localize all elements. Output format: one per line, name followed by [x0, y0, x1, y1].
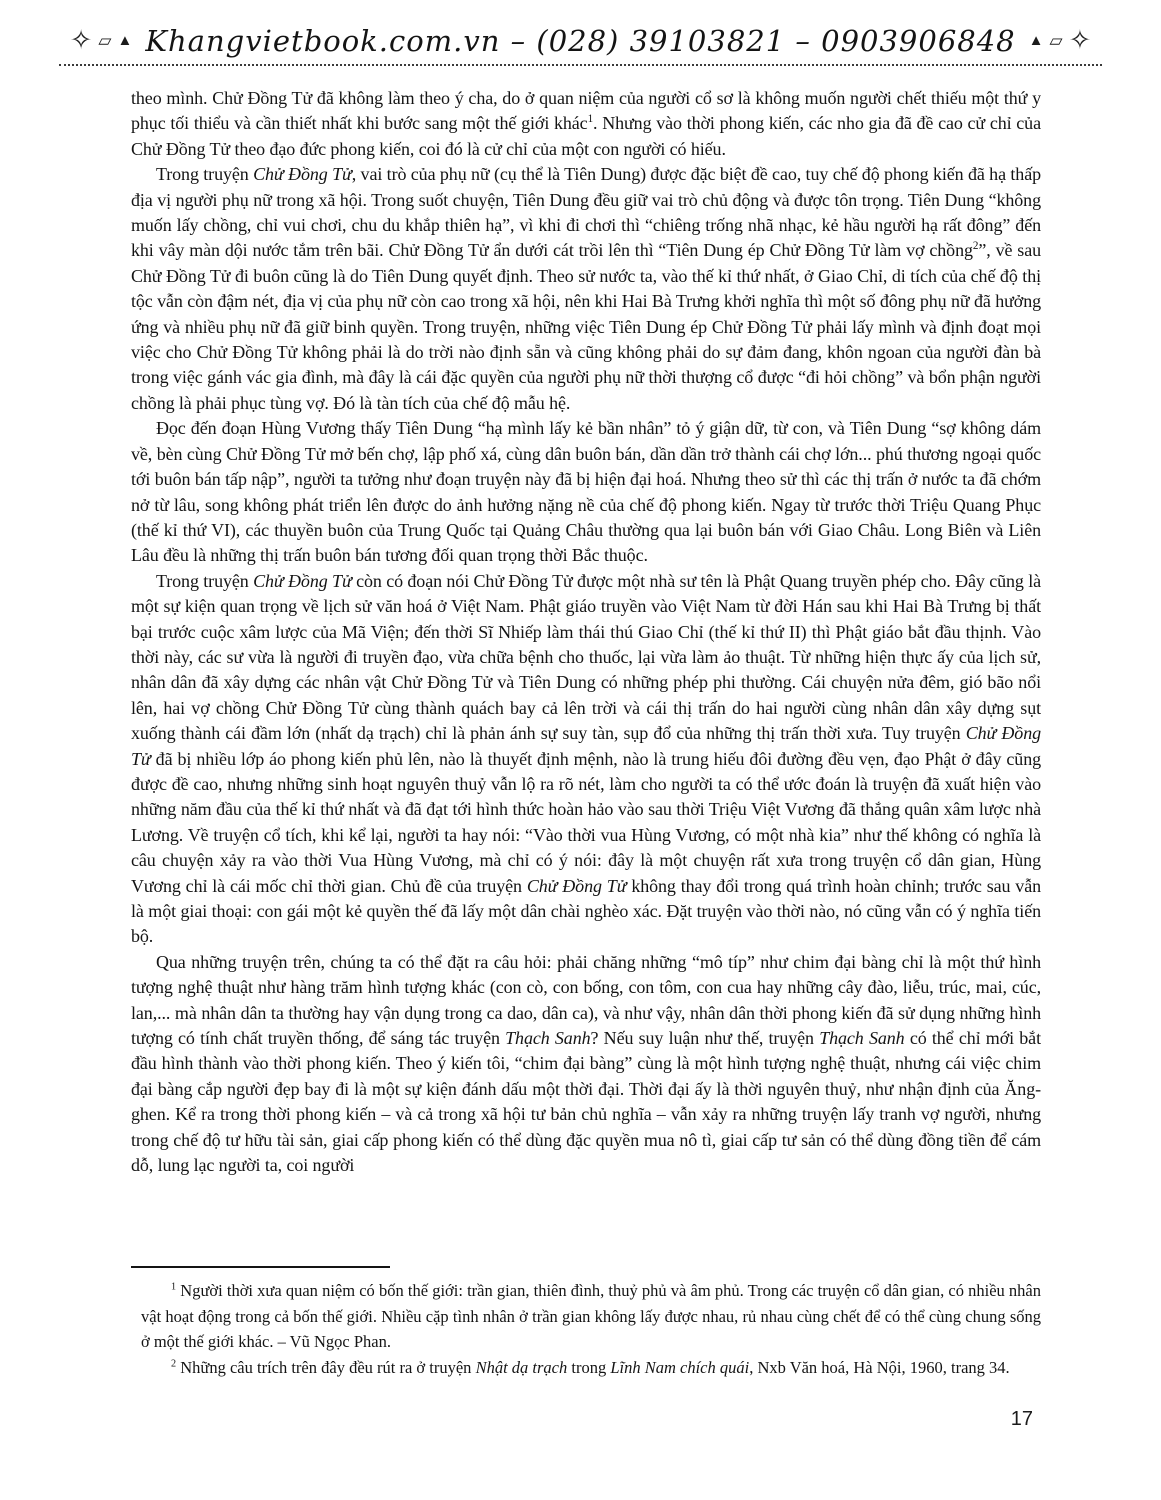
header-rule — [59, 24, 1102, 66]
text-run: Đọc đến đoạn Hùng Vương thấy Tiên Dung “hạ mình lấy kẻ bần nhân” tỏ ý giận dữ, từ con, và Tiên Dung “sợ không dám về, bèn cùng Chử Đồng Tử mở bến chợ, lập phố xá, cùng dân buôn bán, dần dần trở thành cái chợ lớn... phú thương ngoại quốc tới buôn bán tấp nập”, người ta tưởng như đoạn truyện này đã bị hiện đại hoá. Nhưng theo sử thì các thị trấn ở nước ta đã chớm nở từ lâu, song không phát triển lên được do ảnh hưởng nặng nề của chế độ phong kiến. Ngay từ trước thời Triệu Quang Phục (thế kỉ thứ VI), các thuyền buôn của Trung Quốc tại Quảng Châu thường qua lại buôn bán với Giao Châu. Long Biên và Liên Lâu đều là những thị trấn buôn bán tương đối quan trọng thời Bắc thuộc. — [131, 418, 1041, 566]
text-run: Lĩnh Nam chích quái — [610, 1357, 750, 1377]
text-run: Trong truyện — [156, 570, 254, 591]
superscript-ref: 1 — [587, 113, 594, 126]
slanted-square-icon: ▱ — [98, 31, 112, 50]
text-run: Chử Đồng Tử — [131, 723, 1041, 769]
triangle-icon: ▲ — [1028, 33, 1044, 49]
text-run: không thay đổi trong quá trình hoàn chỉnh; trước sau vẫn là một giai thoại: con gái một kẻ quyền thế đã lấy một dân chài nghèo xác. Đặt truyện vào thời nào, nó cũng vẫn có ý nghĩa tiến bộ. — [131, 875, 1041, 947]
triangle-icon: ▲ — [117, 33, 133, 49]
body-text — [131, 86, 1041, 1268]
text-run: ”, về sau Chử Đồng Tử đi buôn cũng là do Tiên Dung quyết định. Theo sử nước ta, vào thế kỉ thứ nhất, ở Giao Chỉ, di tích của chế độ thị tộc vẫn còn đậm nét, địa vị của phụ nữ còn cao trong xã hội, nên khi Hai Bà Trưng khởi nghĩa thì một số đông phụ nữ đã hưởng ứng và nhiều phụ nữ đã giữ binh quyền. Trong truyện, những việc Tiên Dung ép Chử Đồng Tử phải lấy mình và định đoạt mọi việc cho Chử Đồng Tử không phải là do trời nào định sẵn và cũng không phải do sự đảm đang, khôn ngoan của người đàn bà trong việc gánh vác gia đình, mà đây là cái đặc quyền của người phụ nữ thời thượng cổ được “đi hỏi chồng” và bổn phận người chồng là phải phục tùng vợ. Đó là tàn tích của chế độ mẫu hệ. — [131, 240, 1041, 413]
text-run: có thể chỉ mới bắt đầu hình thành vào thời phong kiến. Theo ý kiến tôi, “chim đại bàng” cùng là một hình tượng nghệ thuật, nhưng cái việc chim đại bàng cắp người đẹp bay đi là một sự kiện đánh dấu một thời đại. Thời đại ấy là thời nguyên thuỷ, như nhận định của Ăng-ghen. Kể ra trong thời phong kiến – và cả trong xã hội tư bản chủ nghĩa – vẫn xảy ra những truyện lấy tranh vợ người, nhưng trong chế độ tư hữu tài sản, giai cấp phong kiến có thể dùng đặc quyền mua nô tì, giai cấp tư sản có thể dùng đồng tiền để cám dỗ, lung lạc người ta, coi người — [131, 1028, 1041, 1176]
text-run: Qua những truyện trên, chúng ta có thể đặt ra câu hỏi: phải chăng những “mô típ” như chim đại bàng chỉ là một thứ hình tượng nghệ thuật như hàng trăm hình tượng khác (con cò, con bống, con tôm, con cua hay những cây đào, liễu, trúc, mai, cúc, lan,... mà nhân dân ta thường hay vận dụng trong ca dao, dân ca), và như vậy, nhân dân thời phong kiến đã sử dụng những hình tượng có tính chất truyền thống, để sáng tác truyện — [131, 951, 1041, 1049]
text-run: Trong truyện — [156, 164, 254, 185]
text-run: Nhật dạ trạch — [475, 1357, 568, 1377]
four-pointed-star-icon: ✧ — [1068, 25, 1092, 55]
text-run: . Nhưng vào thời phong kiến, các nho gia đã đề cao cử chỉ của Chử Đồng Tử theo đạo đức phong kiến, coi đó là cử chỉ của một con người có hiếu. — [131, 113, 1041, 159]
text-run: Thạch Sanh — [819, 1028, 905, 1049]
text-run: ? Nếu suy luận như thế, truyện — [590, 1028, 820, 1049]
slanted-square-icon: ▱ — [1049, 31, 1063, 50]
text-run: Người thời xưa quan niệm có bốn thế giới: trần gian, thiên đình, thuỷ phủ và âm phủ. Trong các truyện cổ dân gian, có nhiều nhân vật hoạt động trong cả bốn thế giới. Nhiều cặp tình nhân ở trần gian không lấy được nhau, rủ nhau cùng chết để có thể cùng chung sống ở một thế giới khác. – Vũ Ngọc Phan. — [141, 1281, 1041, 1351]
page-header — [0, 24, 1161, 66]
four-pointed-star-icon: ✧ — [69, 25, 93, 55]
text-run: trong — [567, 1357, 611, 1377]
footnote-list — [131, 1278, 1041, 1380]
text-run: Chử Đồng Tử — [526, 875, 627, 896]
footnote-separator — [131, 1266, 390, 1268]
brand-contact-text: Khangvietbook.com.vn – (028) 39103821 – 0903906848 — [145, 24, 1016, 58]
footnotes-section — [131, 1266, 1041, 1380]
text-run: Chử Đồng Tử — [253, 164, 352, 185]
footnote — [141, 1355, 1041, 1381]
text-run: Những câu trích trên đây đều rút ra ở truyện — [176, 1357, 476, 1377]
text-run: , vai trò của phụ nữ (cụ thể là Tiên Dung) được đặc biệt đề cao, tuy chế độ phong kiến đã hạ thấp địa vị người phụ nữ trong xã hội. Trong suốt chuyện, Tiên Dung đều giữ vai trò chủ động và được tôn trọng. Tiên Dung “không muốn lấy chồng, chỉ vui chơi, chu du khắp thiên hạ”, vì khi đi chơi thì “chiêng trống nhã nhạc, kẻ hầu người hạ rất đông” đến khi vây màn dội nước tắm trên bãi. Chử Đồng Tử ẩn dưới cát trồi lên thì “Tiên Dung ép Chử Đồng Tử làm vợ chồng — [131, 164, 1041, 261]
page-number: 17 — [1010, 1408, 1033, 1430]
superscript-ref: 1 — [171, 1281, 177, 1293]
paragraph — [131, 86, 1041, 162]
text-run: Thạch Sanh — [505, 1028, 591, 1049]
paragraph — [131, 950, 1041, 1179]
paragraph — [131, 569, 1041, 950]
paragraph — [131, 416, 1041, 568]
text-run: , Nxb Văn hoá, Hà Nội, 1960, trang 34. — [749, 1357, 1010, 1377]
text-run: Chử Đồng Tử — [253, 570, 352, 591]
text-run: đã bị nhiều lớp áo phong kiến phủ lên, nào là thuyết định mệnh, nào là trung hiếu đôi đường đều vẹn, đạo Phật ở đây cũng được đề cao, nhưng những sinh hoạt nguyên thuỷ vẫn lộ ra rõ nét, làm cho người ta có thể ước đoán là truyện đã xuất hiện vào những năm đầu của thế kỉ thứ nhất và đã đạt tới hình thức hoàn hảo vào sau thời Triệu Việt Vương đã thắng quân xâm lược nhà Lương. Về truyện cổ tích, khi kể lại, người ta hay nói: “Vào thời vua Hùng Vương, có một nhà kia” như thế không có nghĩa là câu chuyện xảy ra vào thời Vua Hùng Vương, mà chỉ có ý nói: đây là một chuyện rất xưa trong truyện cổ dân gian, Hùng Vương chỉ là cái mốc chỉ thời gian. Chủ đề của truyện — [131, 748, 1041, 896]
text-run: còn có đoạn nói Chử Đồng Tử được một nhà sư tên là Phật Quang truyền phép cho. Đây cũng là một sự kiện quan trọng về lịch sử văn hoá ở Việt Nam. Phật giáo truyền vào Việt Nam từ đời Hán sau khi Hai Bà Trưng bị thất bại trước cuộc xâm lược của Mã Viện; đến thời Sĩ Nhiếp làm thái thú Giao Chỉ (thế kỉ thứ II) thì Phật giáo bắt đầu thịnh. Vào thời này, các sư vừa là người đi truyền đạo, vừa chữa bệnh cho thuốc, lại vừa làm ảo thuật. Từ những hiện thực ấy của lịch sử, nhân dân đã xây dựng các nhân vật Chử Đồng Tử và Tiên Dung có những phép phi thường. Cái chuyện nửa đêm, gió bão nổi lên, hai vợ chồng Chử Đồng Tử cùng thành quách bay cả lên trời và cái thị trấn do hai người cùng nhân dân xây dựng sụt xuống thành cái đầm lớn (nhất dạ trạch) chỉ là phản ánh sự suy tàn, sụp đổ của những thị trấn thời xưa. Tuy truyện — [131, 570, 1041, 744]
superscript-ref: 2 — [972, 240, 979, 253]
footnote — [141, 1278, 1041, 1355]
text-run: theo mình. Chử Đồng Tử đã không làm theo ý cha, do ở quan niệm của người cổ sơ là không muốn người chết thiếu một thứ y phục tối thiểu và cần thiết nhất khi bước sang một thế giới khác — [131, 88, 1041, 134]
superscript-ref: 2 — [171, 1358, 177, 1369]
paragraph — [131, 162, 1041, 416]
